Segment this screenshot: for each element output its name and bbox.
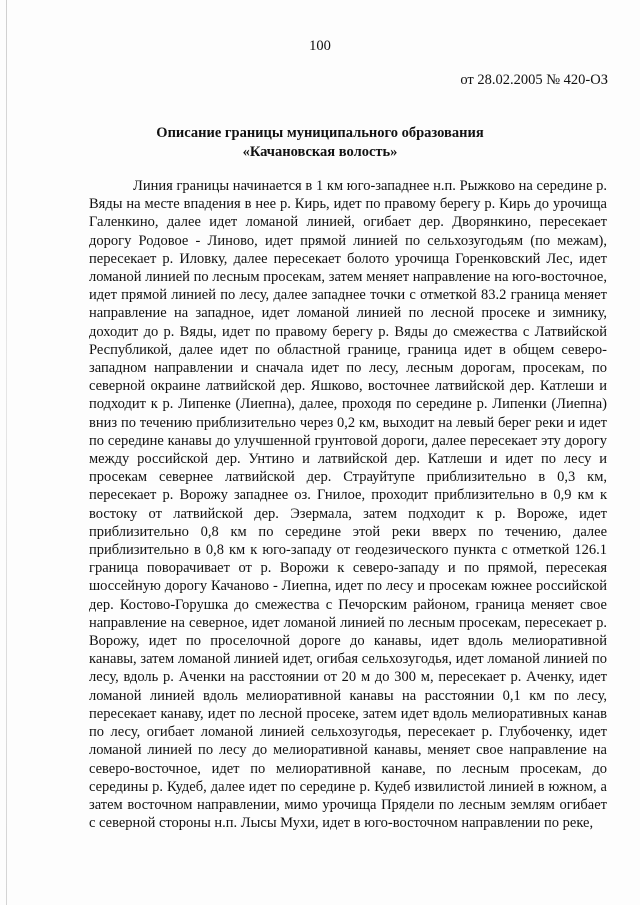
title-line-2: «Качановская волость» (242, 144, 398, 160)
page-number: 100 (309, 38, 331, 54)
title-line-1: Описание границы муниципального образования (156, 125, 484, 141)
document-reference: от 28.02.2005 № 420-ОЗ (460, 72, 608, 88)
document-title (0, 124, 640, 162)
boundary-description-paragraph: Линия границы начинается в 1 км юго-западнее н.п. Рыжково на середине р. Вяды на месте впадения в нее р. Кирь, идет по правому берегу р. Кирь до урочища Галенкино, далее идет ломаной линией, огибает дер. Дворянкино, пересекает дорогу Родовое - Линово, идет прямой линией по сельхозугодьям (по межам), пересекает р. Иловку, далее пересекает болото урочища Горенковский Лес, идет ломаной линией по лесным просекам, затем меняет направление на юго-восточное, идет прямой линией по лесу, далее западнее точки с отметкой 83.2 граница меняет направление на западное, идет ломаной линией по лесной просеке и зимнику, доходит до р. Вяды, идет по правому берегу р. Вяды до смежества с Латвийской Республикой, далее идет по областной границе, граница идет в общем северо-западном направлении и сначала идет по лесу, лесным дорогам, просекам, по северной окраине латвийской дер. Яшково, восточнее латвийской дер. Катлеши и подходит к р. Липенке (Лиепна), далее, проходя по середине р. Липенки (Лиепна) вниз по течению приблизительно через 0,2 км, выходит на левый берег реки и идет по середине канавы до улучшенной грунтовой дороги, далее пересекает эту дорогу между российской дер. Унтино и латвийской дер. Катлеши и идет по лесу и просекам севернее латвийской дер. Страуйтупе приблизительно в 0,3 км, пересекает р. Ворожу западнее оз. Гнилое, проходит приблизительно в 0,9 км к востоку от латвийской дер. Эзермала, затем подходит к р. Вороже, идет приблизительно 0,8 км по середине этой реки вверх по течению, далее приблизительно в 0,8 км к юго-западу от геодезического пункта с отметкой 126.1 граница поворачивает от р. Ворожи к северо-западу и по прямой, пересекая шоссейную дорогу Качаново - Лиепна, идет по лесу и просекам южнее российской дер. Костово-Горушка до смежества с Печорским районом, граница меняет свое направление на северное, идет ломаной линией по лесным просекам, пересекает р. Ворожу, идет по проселочной дороге до канавы, идет вдоль мелиоративной канавы, затем ломаной линией идет, огибая сельхозугодья, идет ломаной линией по лесу, вдоль р. Аченки на расстоянии от 20 м до 300 м, пересекает р. Аченку, идет ломаной линией вдоль мелиоративной канавы на расстоянии 0,1 км по лесу, пересекает канаву, идет по лесной просеке, затем идет вдоль мелиоративных канав по лесу, огибает ломаной линией сельхозугодья, пересекает р. Глубоченку, идет ломаной линией по лесу до мелиоративной канавы, меняет свое направление на северо-восточное, идет по мелиоративной канаве, по лесным просекам, до середины р. Кудеб, далее идет по середине р. Кудеб извилистой линией в южном, а затем восточном направлении, мимо урочища Прядели по лесным землям огибает с северной стороны н.п. Лысы Мухи, идет в юго-восточном направлении по реке, (89, 178, 607, 832)
